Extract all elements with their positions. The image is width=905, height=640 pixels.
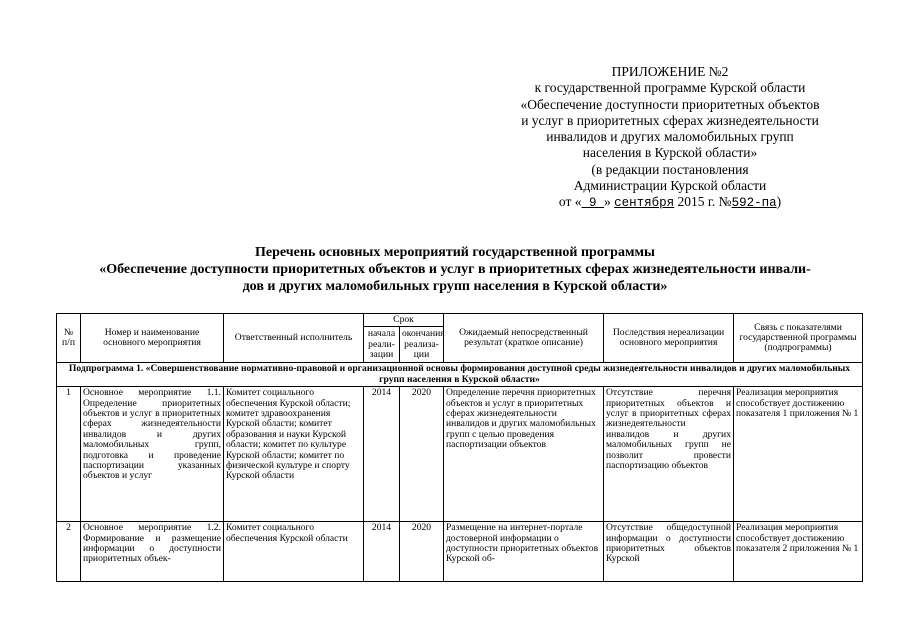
cell-executor: Комитет социального обеспечения Курской области; комитет здравоохранения Курской области; комитет образования и науки Курской области; комитет по культуре Курской области; комитет по физической культуре и спорту Курской области: [224, 387, 364, 522]
resolution-date-line: [470, 194, 870, 211]
subprogram-row: Подпрограмма 1. «Совершенствование нормативно-правовой и организационной основы формирования доступной среды жизнедеятельности инвалидов и других маломобильных групп населения в Курской области»: [57, 363, 863, 387]
title-line: «Обеспечение доступности приоритетных объектов и услуг в приоритетных сферах жизнедеятельности инвали-: [99, 262, 811, 277]
resolution-number: 592-па: [731, 196, 777, 211]
date-month: сентября: [614, 196, 675, 211]
date-mid: »: [604, 194, 615, 210]
appendix-line: инвалидов и других маломобильных групп: [546, 129, 794, 145]
measures-table: [56, 313, 863, 582]
header-num: № п/п: [57, 314, 81, 363]
cell-link: Реализация мероприятия способствует достижению показателя 1 приложения № 1: [734, 387, 863, 522]
date-close: ): [776, 194, 782, 210]
header-result: Ожидаемый непосредственный результат (краткое описание): [444, 314, 604, 363]
cell-name: Основное мероприятие 1.2. Формирование и размещение информации о доступности приоритетных объек-: [81, 522, 224, 582]
header-link: Связь с показателями государственной программы (подпрограммы): [734, 314, 863, 363]
cell-link: Реализация мероприятия способствует достижению показателя 2 приложения № 1: [734, 522, 863, 582]
cell-start: 2014: [364, 522, 400, 582]
header-term: Срок: [364, 314, 444, 327]
appendix-line: к государственной программе Курской области: [534, 80, 806, 96]
appendix-line: населения в Курской области»: [582, 145, 758, 161]
header-end: окончания реализа- ции: [400, 327, 444, 363]
date-prefix: от «: [558, 194, 582, 210]
document-title: [55, 244, 855, 295]
appendix-line: Администрации Курской области: [573, 178, 767, 194]
header-start: начала реали- зации: [364, 327, 400, 363]
appendix-line: (в редакции постановления: [591, 161, 749, 177]
cell-executor: Комитет социального обеспечения Курской области: [224, 522, 364, 582]
date-day: 9: [581, 196, 605, 211]
header-name: Номер и наименование основного мероприятия: [81, 314, 224, 363]
cell-consequences: Отсутствие перечня приоритетных объектов и услуг в приоритетных сферах жизнедеятельности инвалидов и других маломобильных групп не позволит провести паспортизацию объектов: [604, 387, 734, 522]
cell-num: 2: [57, 522, 81, 582]
cell-result: Размещение на интернет-портале достоверной информации о доступности приоритетных объектов Курской об-: [444, 522, 604, 582]
cell-end: 2020: [400, 522, 444, 582]
header-executor: Ответственный исполнитель: [224, 314, 364, 363]
appendix-line: «Обеспечение доступности приоритетных объектов: [520, 96, 820, 112]
cell-start: 2014: [364, 387, 400, 522]
cell-num: 1: [57, 387, 81, 522]
cell-end: 2020: [400, 387, 444, 522]
appendix-title: ПРИЛОЖЕНИЕ №2: [611, 64, 729, 79]
appendix-header: [470, 64, 870, 212]
title-line: Перечень основных мероприятий государственной программы: [255, 245, 655, 260]
appendix-line: и услуг в приоритетных сферах жизнедеятельности: [521, 112, 819, 128]
cell-name: Основное мероприятие 1.1. Определение приоритетных объектов и услуг в приоритетных сферах жизнедеятельности инвалидов и других маломобильных групп, подготовка и проведение паспортизации указанных объектов и услуг: [81, 387, 224, 522]
title-line: дов и других маломобильных групп населения в Курской области»: [242, 279, 668, 294]
date-year: 2015 г. №: [674, 194, 732, 210]
cell-result: Определение перечня приоритетных объектов и услуг в приоритетных сферах жизнедеятельности инвалидов и других маломобильных групп с целью проведения паспортизации объектов: [444, 387, 604, 522]
cell-consequences: Отсутствие общедоступной информации о доступности приоритетных объектов Курской: [604, 522, 734, 582]
header-consequences: Последствия нереализации основного мероприятия: [604, 314, 734, 363]
